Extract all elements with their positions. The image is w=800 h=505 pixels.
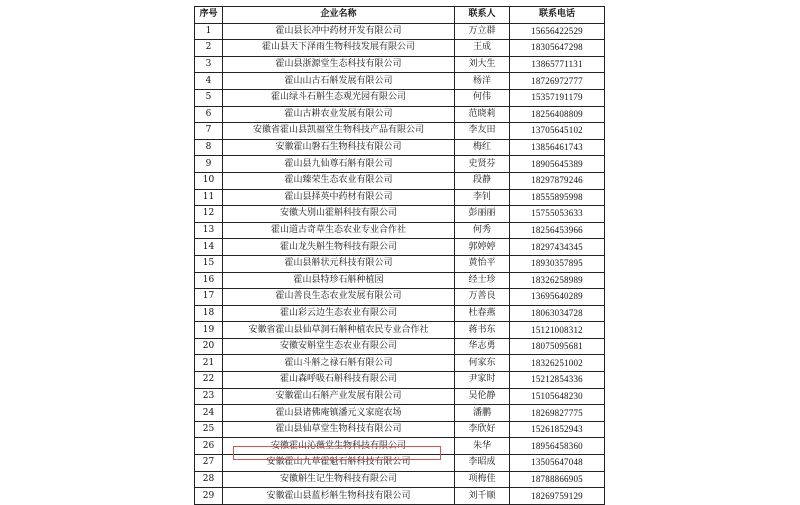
- cell-seq: 10: [195, 172, 223, 189]
- cell-company-name: 霍山古耕农业发展有限公司: [223, 106, 455, 123]
- table-row: [195, 372, 605, 389]
- cell-company-name: 霍山龙失斛生物科技有限公司: [223, 239, 455, 256]
- cell-phone: 13865771131: [510, 56, 605, 73]
- cell-phone: 18269827775: [510, 405, 605, 422]
- table-row: [195, 405, 605, 422]
- cell-company-name: 霍山县特珍石斛种植园: [223, 272, 455, 289]
- cell-phone: 15105648230: [510, 388, 605, 405]
- cell-seq: 6: [195, 106, 223, 123]
- cell-phone: 18305647298: [510, 40, 605, 57]
- cell-seq: 27: [195, 455, 223, 472]
- table-row: [195, 73, 605, 90]
- table-row: [195, 322, 605, 339]
- cell-phone: 18269759129: [510, 488, 605, 505]
- header-contact-person: 联系人: [455, 7, 510, 24]
- table-row: [195, 40, 605, 57]
- cell-seq: 5: [195, 89, 223, 106]
- cell-contact-person: 尹家时: [455, 372, 510, 389]
- cell-contact-person: 吴伦静: [455, 388, 510, 405]
- cell-phone: 18905645389: [510, 156, 605, 173]
- cell-seq: 1: [195, 23, 223, 40]
- cell-company-name: 霍山绿斗石斛生态观光园有限公司: [223, 89, 455, 106]
- cell-contact-person: 杜春燕: [455, 305, 510, 322]
- table-row: [195, 139, 605, 156]
- cell-phone: 15121008312: [510, 322, 605, 339]
- table-row: [195, 355, 605, 372]
- cell-contact-person: 蒋书东: [455, 322, 510, 339]
- cell-company-name: 安徽霍山九草霍魁石斛科技有限公司: [223, 455, 455, 472]
- table-row: [195, 388, 605, 405]
- table-row: [195, 421, 605, 438]
- table-row: [195, 89, 605, 106]
- cell-seq: 24: [195, 405, 223, 422]
- cell-contact-person: 李钊: [455, 189, 510, 206]
- table-row: [195, 305, 605, 322]
- cell-company-name: 安徽霍山磐石生物科技有限公司: [223, 139, 455, 156]
- cell-contact-person: 段静: [455, 172, 510, 189]
- cell-seq: 26: [195, 438, 223, 455]
- table-row: [195, 338, 605, 355]
- cell-contact-person: 李昭成: [455, 455, 510, 472]
- table-row: [195, 189, 605, 206]
- cell-contact-person: 李友田: [455, 123, 510, 140]
- cell-seq: 12: [195, 206, 223, 223]
- table-row: [195, 222, 605, 239]
- cell-contact-person: 何伟: [455, 89, 510, 106]
- cell-company-name: 安徽斛生记生物科技有限公司: [223, 471, 455, 488]
- cell-contact-person: 万善良: [455, 289, 510, 306]
- table-row: [195, 206, 605, 223]
- cell-phone: 13856461743: [510, 139, 605, 156]
- cell-phone: 18326251002: [510, 355, 605, 372]
- table-row: [195, 455, 605, 472]
- cell-phone: 15212854336: [510, 372, 605, 389]
- cell-phone: 18956458360: [510, 438, 605, 455]
- cell-contact-person: 刘大生: [455, 56, 510, 73]
- cell-company-name: 霍山县仙草堂生物科技有限公司: [223, 421, 455, 438]
- cell-company-name: 安徽霍山沁薇堂生物科技有限公司: [223, 438, 455, 455]
- cell-company-name: 安徽省霍山县凯福堂生物科技产品有限公司: [223, 123, 455, 140]
- cell-contact-person: 李欣好: [455, 421, 510, 438]
- cell-contact-person: 朱华: [455, 438, 510, 455]
- table-row: [195, 156, 605, 173]
- cell-company-name: 霍山善良生态农业发展有限公司: [223, 289, 455, 306]
- table-row: [195, 239, 605, 256]
- cell-phone: 18726972777: [510, 73, 605, 90]
- cell-phone: 15656422529: [510, 23, 605, 40]
- cell-company-name: 霍山县诸佛庵镇潘元义家庭农场: [223, 405, 455, 422]
- cell-company-name: 霍山县天下泽雨生物科技发展有限公司: [223, 40, 455, 57]
- cell-company-name: 霍山县斛状元科技有限公司: [223, 255, 455, 272]
- cell-company-name: 安徽省霍山县仙草洞石斛种植农民专业合作社: [223, 322, 455, 339]
- table-row: [195, 289, 605, 306]
- table-header: [195, 7, 605, 24]
- cell-contact-person: 经士珍: [455, 272, 510, 289]
- cell-contact-person: 范晓莉: [455, 106, 510, 123]
- cell-phone: 18063034728: [510, 305, 605, 322]
- table-row: [195, 272, 605, 289]
- table-row: [195, 123, 605, 140]
- cell-company-name: 霍山森呼吸石斛科技有限公司: [223, 372, 455, 389]
- cell-phone: 15755053633: [510, 206, 605, 223]
- cell-phone: 13695640289: [510, 289, 605, 306]
- table-row: [195, 23, 605, 40]
- cell-contact-person: 何秀: [455, 222, 510, 239]
- cell-seq: 19: [195, 322, 223, 339]
- table-body: [195, 23, 605, 504]
- cell-company-name: 霍山彩云边生态农业有限公司: [223, 305, 455, 322]
- cell-phone: 18256453966: [510, 222, 605, 239]
- enterprise-contact-table: [194, 6, 605, 505]
- cell-phone: 18297879246: [510, 172, 605, 189]
- cell-contact-person: 何家东: [455, 355, 510, 372]
- cell-seq: 2: [195, 40, 223, 57]
- cell-contact-person: 杨洋: [455, 73, 510, 90]
- cell-seq: 8: [195, 139, 223, 156]
- table-row: [195, 106, 605, 123]
- cell-company-name: 安徽霍山县蓝杉斛生物科技有限公司: [223, 488, 455, 505]
- cell-company-name: 霍山县择英中药材有限公司: [223, 189, 455, 206]
- cell-company-name: 霍山斗斛之禄石斛有限公司: [223, 355, 455, 372]
- cell-phone: 15357191179: [510, 89, 605, 106]
- cell-seq: 9: [195, 156, 223, 173]
- cell-seq: 4: [195, 73, 223, 90]
- table-row: [195, 471, 605, 488]
- cell-contact-person: 项梅佳: [455, 471, 510, 488]
- cell-contact-person: 王成: [455, 40, 510, 57]
- cell-seq: 13: [195, 222, 223, 239]
- cell-contact-person: 史贤芬: [455, 156, 510, 173]
- cell-seq: 20: [195, 338, 223, 355]
- cell-seq: 14: [195, 239, 223, 256]
- cell-seq: 21: [195, 355, 223, 372]
- cell-phone: 18326258989: [510, 272, 605, 289]
- cell-phone: 18555895998: [510, 189, 605, 206]
- table-row: [195, 172, 605, 189]
- cell-phone: 18788866905: [510, 471, 605, 488]
- cell-seq: 23: [195, 388, 223, 405]
- cell-phone: 18075095681: [510, 338, 605, 355]
- cell-company-name: 霍山臻荣生态农业有限公司: [223, 172, 455, 189]
- cell-seq: 15: [195, 255, 223, 272]
- cell-contact-person: 梅红: [455, 139, 510, 156]
- cell-company-name: 霍山山古石斛发展有限公司: [223, 73, 455, 90]
- table-row: [195, 255, 605, 272]
- cell-phone: 18297434345: [510, 239, 605, 256]
- cell-phone: 15261852943: [510, 421, 605, 438]
- cell-company-name: 霍山县九仙尊石斛有限公司: [223, 156, 455, 173]
- cell-contact-person: 彭丽丽: [455, 206, 510, 223]
- cell-phone: 13505647048: [510, 455, 605, 472]
- cell-contact-person: 潘鹏: [455, 405, 510, 422]
- cell-seq: 11: [195, 189, 223, 206]
- header-phone: 联系电话: [510, 7, 605, 24]
- header-seq: 序号: [195, 7, 223, 24]
- table-row: [195, 438, 605, 455]
- cell-contact-person: 万立群: [455, 23, 510, 40]
- cell-phone: 18256408809: [510, 106, 605, 123]
- cell-company-name: 霍山道古奇草生态农业专业合作社: [223, 222, 455, 239]
- cell-company-name: 安徽大别山霍斛科技有限公司: [223, 206, 455, 223]
- cell-seq: 22: [195, 372, 223, 389]
- cell-company-name: 霍山县浙源堂生态科技有限公司: [223, 56, 455, 73]
- header-row: [195, 7, 605, 24]
- cell-phone: 13705645102: [510, 123, 605, 140]
- table-row: [195, 56, 605, 73]
- cell-contact-person: 华志勇: [455, 338, 510, 355]
- header-company-name: 企业名称: [223, 7, 455, 24]
- cell-contact-person: 黄怡平: [455, 255, 510, 272]
- cell-company-name: 安徽安斛堂生态农业有限公司: [223, 338, 455, 355]
- cell-seq: 29: [195, 488, 223, 505]
- cell-contact-person: 刘千顺: [455, 488, 510, 505]
- cell-seq: 18: [195, 305, 223, 322]
- cell-seq: 16: [195, 272, 223, 289]
- cell-seq: 3: [195, 56, 223, 73]
- cell-seq: 17: [195, 289, 223, 306]
- table-row: [195, 488, 605, 505]
- cell-company-name: 霍山县长冲中药材开发有限公司: [223, 23, 455, 40]
- cell-seq: 7: [195, 123, 223, 140]
- cell-seq: 28: [195, 471, 223, 488]
- cell-company-name: 安徽霍山石斛产业发展有限公司: [223, 388, 455, 405]
- cell-phone: 18930357895: [510, 255, 605, 272]
- cell-seq: 25: [195, 421, 223, 438]
- cell-contact-person: 郭婷婷: [455, 239, 510, 256]
